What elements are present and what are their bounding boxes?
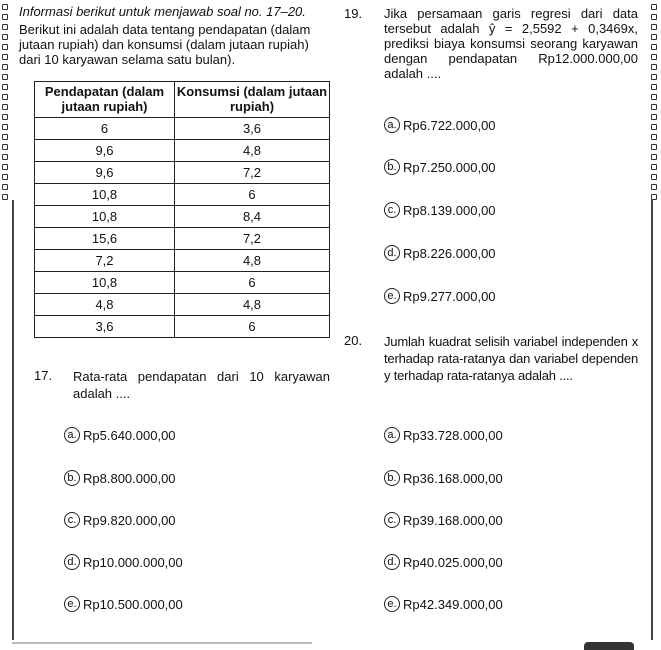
option-value: Rp6.722.000,00 <box>403 117 496 133</box>
table-cell: 6 <box>175 184 330 206</box>
question-20-number: 20. <box>344 333 363 348</box>
q17-option-d[interactable] <box>64 552 183 572</box>
option-value: Rp9.820.000,00 <box>83 512 176 528</box>
option-letter: d. <box>64 554 80 570</box>
q19-option-d[interactable] <box>384 243 496 263</box>
page-footer-line <box>12 642 312 644</box>
question-20-text: Jumlah kuadrat selisih variabel independen x terhadap rata-ratanya dan variabel dependen y terhadap rata-ratanya adalah .... <box>384 334 638 383</box>
table-cell: 4,8 <box>35 294 175 316</box>
table-cell: 6 <box>35 118 175 140</box>
table-cell: 15,6 <box>35 228 175 250</box>
question-17-number: 17. <box>34 368 53 383</box>
page-edge-left <box>12 200 14 640</box>
table-cell: 9,6 <box>35 162 175 184</box>
option-letter: b. <box>384 159 400 175</box>
table-cell: 7,2 <box>175 228 330 250</box>
table-row <box>35 118 330 140</box>
option-value: Rp36.168.000,00 <box>403 470 503 486</box>
option-value: Rp8.800.000,00 <box>83 470 176 486</box>
page-edge-right <box>651 200 653 640</box>
table-row <box>35 162 330 184</box>
option-letter: d. <box>384 554 400 570</box>
intro-block <box>19 4 334 67</box>
table-row <box>35 250 330 272</box>
header-konsumsi: Konsumsi (dalam jutaan rupiah) <box>175 82 330 118</box>
table-row <box>35 272 330 294</box>
table-cell: 4,8 <box>175 250 330 272</box>
data-table <box>34 81 330 338</box>
option-letter: e. <box>384 288 400 304</box>
table-cell: 4,8 <box>175 294 330 316</box>
question-19-text: Jika persamaan garis regresi dari data tersebut adalah ŷ = 2,5592 + 0,3469x, prediksi biaya konsumsi seorang karyawan dengan pendapatan Rp12.000.000,00 adalah .... <box>384 6 638 81</box>
option-letter: c. <box>384 202 400 218</box>
q17-option-a[interactable] <box>64 425 176 445</box>
option-letter: d. <box>384 245 400 261</box>
q20-option-c[interactable] <box>384 510 503 530</box>
option-value: Rp40.025.000,00 <box>403 554 503 570</box>
option-letter: a. <box>64 427 80 443</box>
table-row <box>35 294 330 316</box>
question-17-text: Rata-rata pendapatan dari 10 karyawan adalah .... <box>73 369 330 401</box>
q19-option-c[interactable] <box>384 200 496 220</box>
q19-option-e[interactable] <box>384 286 496 306</box>
table-cell: 10,8 <box>35 206 175 228</box>
table-cell: 6 <box>175 316 330 338</box>
page-footer-mark <box>584 642 634 650</box>
option-value: Rp39.168.000,00 <box>403 512 503 528</box>
table-row <box>35 228 330 250</box>
table-cell: 6 <box>175 272 330 294</box>
table-cell: 7,2 <box>175 162 330 184</box>
option-value: Rp9.277.000,00 <box>403 288 496 304</box>
option-value: Rp7.250.000,00 <box>403 159 496 175</box>
table-cell: 3,6 <box>35 316 175 338</box>
table-cell: 9,6 <box>35 140 175 162</box>
option-letter: b. <box>384 470 400 486</box>
q20-option-d[interactable] <box>384 552 503 572</box>
option-value: Rp8.226.000,00 <box>403 245 496 261</box>
option-value: Rp8.139.000,00 <box>403 202 496 218</box>
option-letter: c. <box>384 512 400 528</box>
option-letter: b. <box>64 470 80 486</box>
table-cell: 3,6 <box>175 118 330 140</box>
option-letter: a. <box>384 427 400 443</box>
q20-option-b[interactable] <box>384 468 503 488</box>
q19-option-a[interactable] <box>384 115 496 135</box>
q17-option-b[interactable] <box>64 468 176 488</box>
option-letter: a. <box>384 117 400 133</box>
q17-option-c[interactable] <box>64 510 176 530</box>
option-letter: e. <box>384 596 400 612</box>
table-cell: 10,8 <box>35 272 175 294</box>
option-letter: e. <box>64 596 80 612</box>
option-value: Rp42.349.000,00 <box>403 596 503 612</box>
option-letter: c. <box>64 512 80 528</box>
intro-text: Berikut ini adalah data tentang pendapatan (dalam jutaan rupiah) dan konsumsi (dalam jutaan rupiah) dari 10 karyawan selama satu bulan). <box>19 22 311 67</box>
q20-option-a[interactable] <box>384 425 503 445</box>
binder-holes-right <box>651 4 657 204</box>
option-value: Rp10.000.000,00 <box>83 554 183 570</box>
table-row <box>35 206 330 228</box>
header-pendapatan: Pendapatan (dalam jutaan rupiah) <box>35 82 175 118</box>
question-19-number: 19. <box>344 6 363 21</box>
option-value: Rp5.640.000,00 <box>83 427 176 443</box>
intro-heading: Informasi berikut untuk menjawab soal no. 17–20. <box>19 4 306 19</box>
q17-option-e[interactable] <box>64 594 183 614</box>
table-cell: 7,2 <box>35 250 175 272</box>
table-cell: 4,8 <box>175 140 330 162</box>
option-value: Rp33.728.000,00 <box>403 427 503 443</box>
table-row <box>35 316 330 338</box>
q20-option-e[interactable] <box>384 594 503 614</box>
table-row <box>35 184 330 206</box>
binder-holes-left <box>2 4 8 204</box>
table-cell: 10,8 <box>35 184 175 206</box>
option-value: Rp10.500.000,00 <box>83 596 183 612</box>
q19-option-b[interactable] <box>384 157 496 177</box>
table-cell: 8,4 <box>175 206 330 228</box>
table-header-row <box>35 82 330 118</box>
table-row <box>35 140 330 162</box>
